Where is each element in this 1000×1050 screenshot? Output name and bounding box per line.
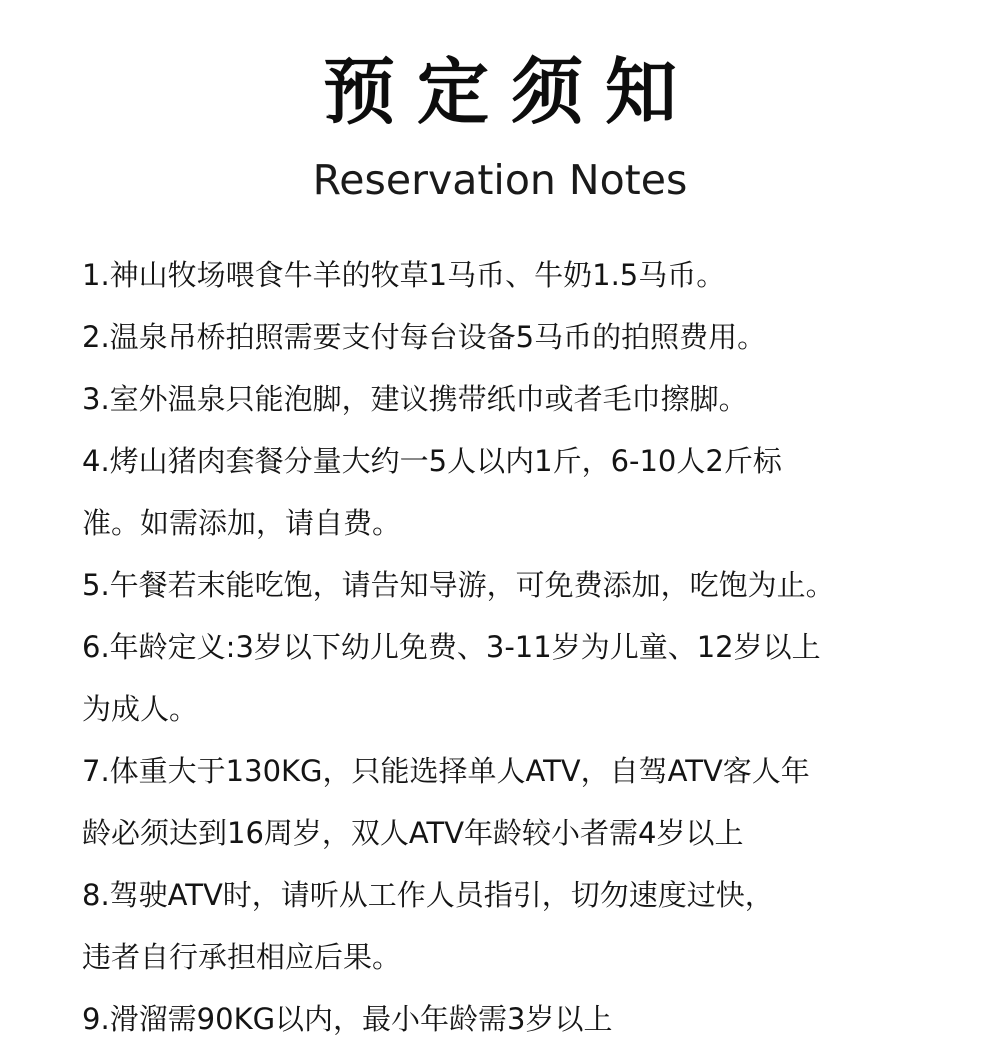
page-title-english: Reservation Notes: [312, 156, 688, 204]
note-line: 5.午餐若末能吃饱，请告知导游，可免费添加，吃饱为止。: [82, 568, 835, 602]
notes-list: [82, 244, 952, 1050]
note-line: 龄必须达到16周岁，双人ATV年龄较小者需4岁以上: [82, 816, 744, 850]
note-line: 9.滑溜需90KG以内，最小年龄需3岁以上: [82, 1002, 613, 1036]
note-line: 1.神山牧场喂食牛羊的牧草1马币、牛奶1.5马币。: [82, 258, 726, 292]
note-line: 违者自行承担相应后果。: [82, 940, 402, 974]
note-line: 3.室外温泉只能泡脚，建议携带纸巾或者毛巾擦脚。: [82, 382, 748, 416]
note-line: 6.年龄定义:3岁以下幼儿免费、3-11岁为儿童、12岁以上: [82, 630, 821, 664]
note-line: 2.温泉吊桥拍照需要支付每台设备5马币的拍照费用。: [82, 320, 767, 354]
note-line: 4.烤山猪肉套餐分量大约一5人以内1斤，6-10人2斤标: [82, 444, 782, 478]
note-line: 7.体重大于130KG，只能选择单人ATV，自驾ATV客人年: [82, 754, 810, 788]
note-line: 为成人。: [82, 692, 199, 726]
note-line: 8.驾驶ATV时，请听从工作人员指引，切勿速度过快，: [82, 878, 774, 912]
page-title-chinese: 预定须知: [322, 50, 699, 134]
note-line: 准。如需添加，请自费。: [82, 506, 402, 540]
